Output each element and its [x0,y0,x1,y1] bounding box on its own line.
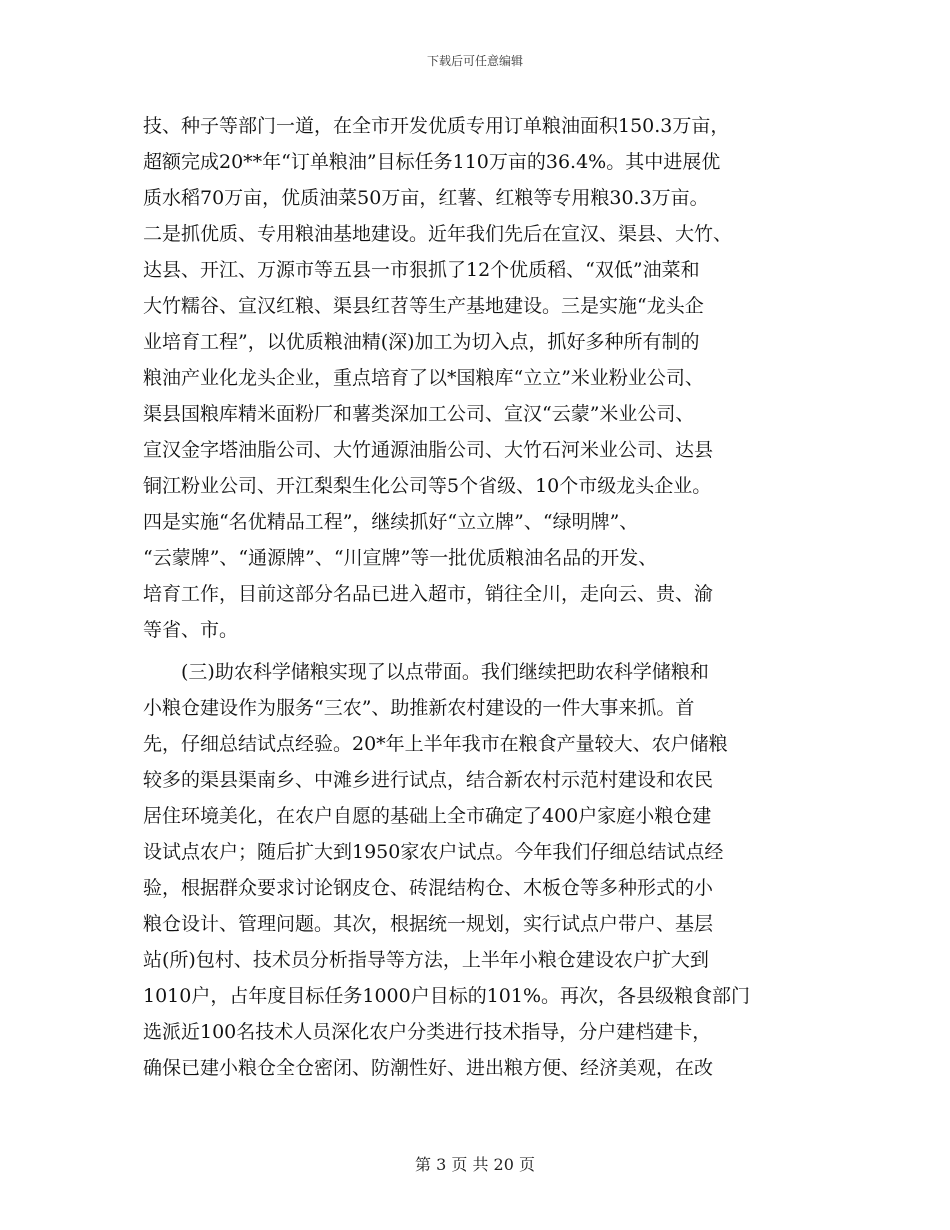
text-line: 居住环境美化，在农户自愿的基础上全市确定了400户家庭小粮仓建 [143,805,712,827]
text-line: 验，根据群众要求讨论钢皮仓、砖混结构仓、木板仓等多种形式的小 [143,877,714,899]
text-line: 较多的渠县渠南乡、中滩乡进行试点，结合新农村示范村建设和农民 [143,769,714,791]
paragraph-2 [143,654,813,1086]
paragraph-1 [143,108,813,648]
text-line: 二是抓优质、专用粮油基地建设。近年我们先后在宣汉、渠县、大竹、 [143,223,733,245]
text-line: 粮油产业化龙头企业，重点培育了以*国粮库“立立”米业粉业公司、 [143,367,704,389]
text-line: (三)助农科学储粮实现了以点带面。我们继续把助农科学储粮和 [143,661,709,683]
text-line: “云蒙牌”、“通源牌”、“川宣牌”等一批优质粮油名品的开发、 [143,547,658,569]
text-line: 四是实施“名优精品工程”，继续抓好“立立牌”、“绿明牌”、 [143,511,639,533]
text-line: 选派近100名技术人员深化农户分类进行技术指导，分户建档建卡， [143,1021,712,1043]
text-line: 粮仓设计、管理问题。其次，根据统一规划，实行试点户带户、基层 [143,913,714,935]
page-number-footer: 第 3 页 共 20 页 [415,1155,535,1174]
text-line: 先，仔细总结试点经验。20*年上半年我市在粮食产量较大、农户储粮 [143,733,728,755]
text-line: 渠县国粮库精米面粉厂和薯类深加工公司、宣汉“云蒙”米业公司、 [143,403,695,425]
text-line: 培育工作，目前这部分名品已进入超市，销往全川，走向云、贵、渝 [143,583,714,605]
text-line: 小粮仓建设作为服务“三农”、助推新农村建设的一件大事来抓。首 [143,697,695,719]
text-line: 设试点农户；随后扩大到1950家农户试点。今年我们仔细总结试点经 [143,841,724,863]
text-line: 质水稻70万亩，优质油菜50万亩，红薯、红粮等专用粮30.3万亩。 [143,187,709,209]
text-line: 1010户，占年度目标任务1000户目标的101%。再次，各县级粮食部门 [143,985,751,1007]
text-line: 超额完成20**年“订单粮油”目标任务110万亩的36.4%。其中进展优 [143,151,721,173]
text-line: 业培育工程”，以优质粮油精(深)加工为切入点，抓好多种所有制的 [143,331,700,353]
text-line: 大竹糯谷、宣汉红粮、渠县红苕等生产基地建设。三是实施“龙头企 [143,295,704,317]
text-line: 铜江粉业公司、开江梨梨生化公司等5个省级、10个市级龙头企业。 [143,475,712,497]
document-body [143,108,813,1086]
text-line: 站(所)包村、技术员分析指导等方法，上半年小粮仓建设农户扩大到 [143,949,709,971]
text-line: 达县、开江、万源市等五县一市狠抓了12个优质稻、“双低”油菜和 [143,259,700,281]
text-line: 技、种子等部门一道，在全市开发优质专用订单粮油面积150.3万亩， [143,115,730,137]
text-line: 确保已建小粮仓全仓密闭、防潮性好、进出粮方便、经济美观，在改 [143,1057,714,1079]
text-line: 等省、市。 [143,619,239,641]
page-header-note: 下载后可任意编辑 [426,54,523,68]
text-line: 宣汉金字塔油脂公司、大竹通源油脂公司、大竹石河米业公司、达县 [143,439,714,461]
